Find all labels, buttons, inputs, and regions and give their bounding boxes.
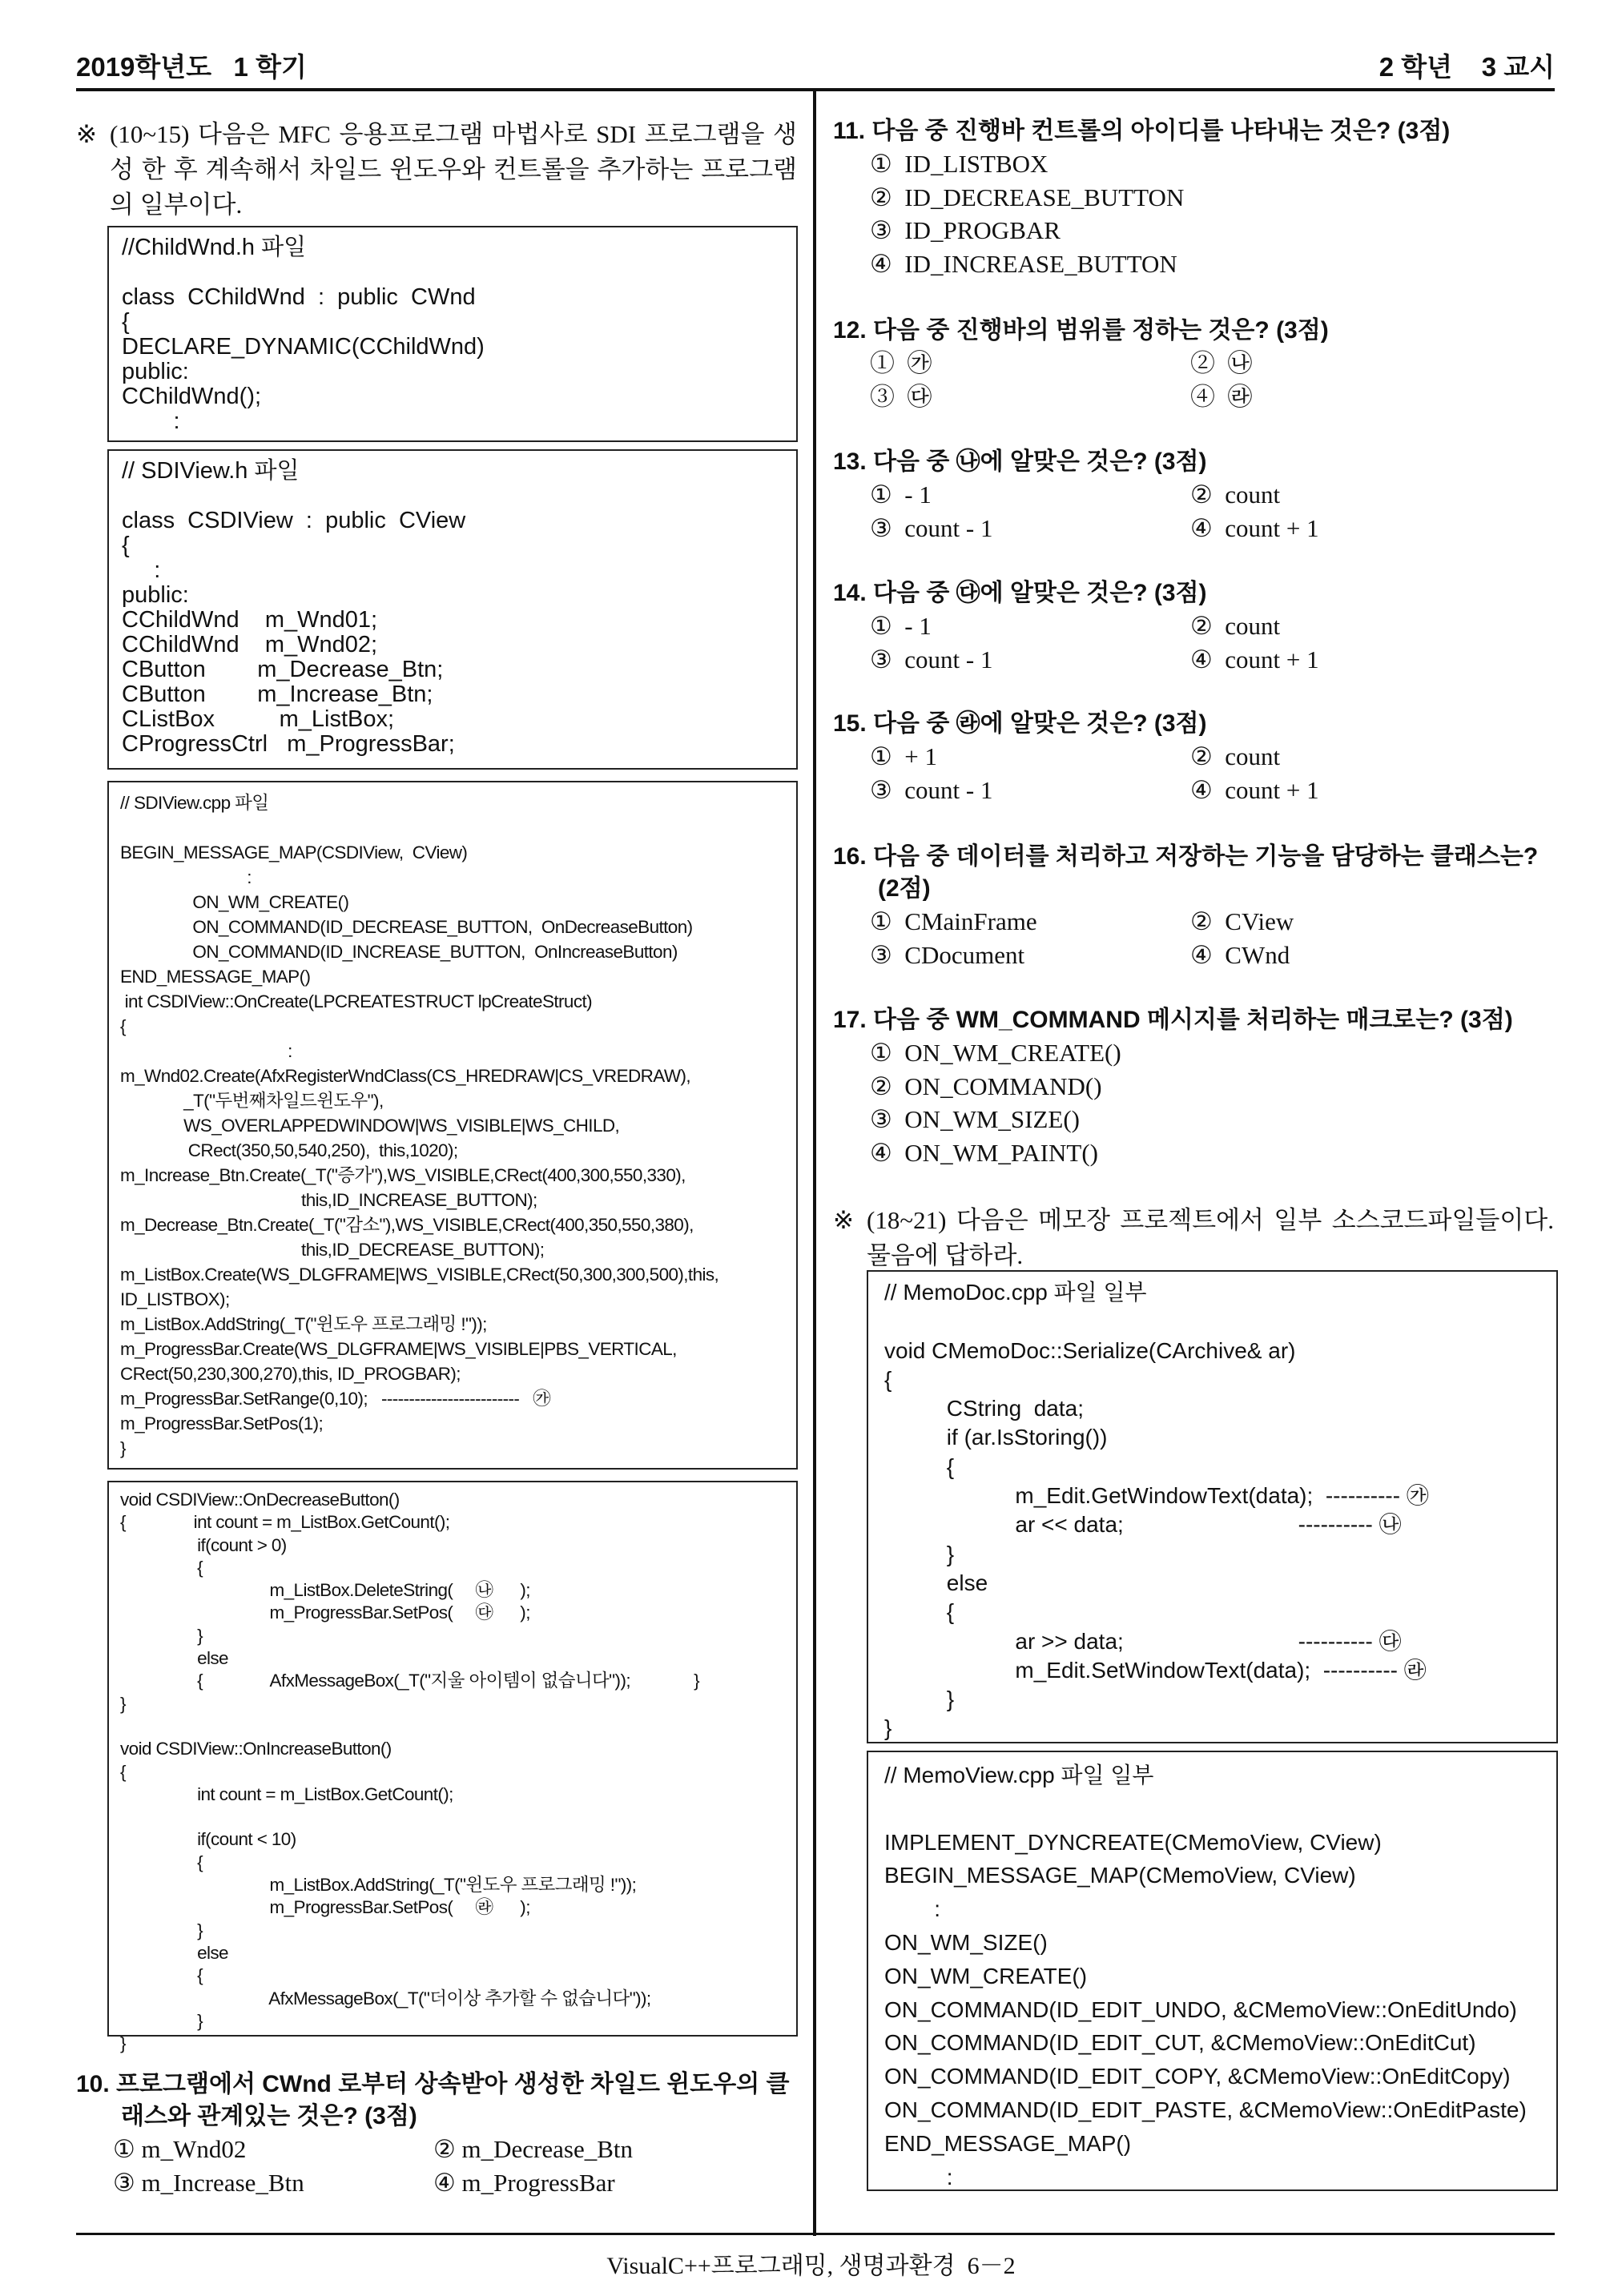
answer-option[interactable]: ② CView <box>1190 907 1294 935</box>
answer-option[interactable]: ① ID_LISTBOX <box>870 150 1048 178</box>
answer-option[interactable]: ② ON_COMMAND() <box>870 1072 1102 1100</box>
answer-option[interactable]: ① - 1 <box>870 612 932 640</box>
code-line: if(count < 10) <box>120 1829 296 1850</box>
code-line <box>120 1715 785 1738</box>
question-text: 13. 다음 중 ㉯에 알맞은 것은? (3점) <box>833 448 1207 475</box>
code-line: ON_COMMAND(ID_EDIT_COPY, &CMemoView::OnEditCopy) <box>884 2064 1511 2089</box>
exam-grade-period: 2 학년 3 교시 <box>1378 52 1555 82</box>
code-line: //ChildWnd.h 파일 <box>122 235 307 260</box>
code-box <box>107 781 798 1470</box>
answer-option[interactable]: ③ ID_PROGBAR <box>870 216 1061 244</box>
code-line: class CChildWnd : public CWnd <box>122 284 476 310</box>
code-line: ON_COMMAND(ID_EDIT_CUT, &CMemoView::OnEditCut) <box>884 2030 1476 2056</box>
code-line: { <box>884 1454 955 1479</box>
code-line: ar >> data; ---------- ㉰ <box>884 1628 1402 1654</box>
answer-option[interactable]: ② count <box>1190 742 1281 770</box>
code-line: ON_WM_CREATE() <box>884 1963 1088 1988</box>
answer-option[interactable]: ① - 1 <box>870 481 932 509</box>
code-line <box>120 815 785 840</box>
answer-options <box>113 2133 797 2199</box>
code-line: { <box>884 1599 955 1625</box>
code-box <box>107 226 798 442</box>
code-line: m_Wnd02.Create(AfxRegisterWndClass(CS_HREDRAW|CS_VREDRAW), <box>120 1066 691 1086</box>
answer-option[interactable]: ① CMainFrame <box>870 907 1037 935</box>
code-line: ON_COMMAND(ID_INCREASE_BUTTON, OnIncreaseButton) <box>120 942 678 962</box>
code-line: _T("두번째차일드윈도우"), <box>120 1091 384 1111</box>
code-line: void CMemoDoc::Serialize(CArchive& ar) <box>884 1337 1296 1363</box>
answer-option[interactable]: ④ CWnd <box>1190 940 1290 969</box>
page-footer: VisualC++프로그래밍, 생명과환경 6－2 <box>606 2253 1016 2279</box>
answer-options <box>870 478 1554 545</box>
answer-options <box>870 740 1554 806</box>
answer-option[interactable]: ③ count - 1 <box>870 775 993 804</box>
code-line: { <box>122 309 130 335</box>
code-line: } <box>884 1715 892 1741</box>
answer-option[interactable]: ① + 1 <box>870 742 938 770</box>
code-line: CChildWnd m_Wnd01; <box>122 607 378 633</box>
code-box <box>867 1270 1558 1743</box>
section-intro-10-15 <box>76 117 797 223</box>
question-text: 11. 다음 중 진행바 컨트롤의 아이디를 나타내는 것은? (3점) <box>833 118 1451 144</box>
code-line: } <box>120 2010 203 2031</box>
answer-option[interactable]: ② count <box>1190 612 1281 640</box>
code-line: else <box>884 1570 988 1595</box>
section-intro-18-21 <box>833 1203 1554 1273</box>
question-item <box>833 1004 1554 1169</box>
answer-option[interactable]: ③ count - 1 <box>870 513 993 542</box>
answer-option[interactable]: ③ m_Increase_Btn <box>113 2168 304 2197</box>
code-line <box>122 484 783 509</box>
code-line: : <box>884 2164 953 2189</box>
code-line: m_Decrease_Btn.Create(_T("감소"),WS_VISIBLE,CRect(400,350,550,380), <box>120 1215 694 1235</box>
code-line: this,ID_DECREASE_BUTTON); <box>120 1240 545 1260</box>
reference-mark-icon: ※ <box>833 1206 854 1234</box>
code-line: : <box>884 1896 941 1922</box>
code-line: END_MESSAGE_MAP() <box>120 967 311 987</box>
answer-options <box>870 1036 1554 1169</box>
code-line: ON_COMMAND(ID_DECREASE_BUTTON, OnDecreaseButton) <box>120 917 693 937</box>
code-box <box>107 449 798 770</box>
reference-mark-icon: ※ <box>76 120 97 148</box>
code-line: int CSDIView::OnCreate(LPCREATESTRUCT lpCreateStruct) <box>120 991 593 1011</box>
code-line <box>122 260 783 285</box>
code-line: { <box>120 1761 126 1782</box>
answer-option[interactable]: ③ ON_WM_SIZE() <box>870 1105 1080 1133</box>
code-line: AfxMessageBox(_T("더이상 추가할 수 없습니다")); <box>120 1988 651 2008</box>
code-line: : <box>120 867 252 887</box>
code-box <box>867 1751 1558 2191</box>
code-line: WS_OVERLAPPEDWINDOW|WS_VISIBLE|WS_CHILD, <box>120 1116 620 1136</box>
code-line: CChildWnd(); <box>122 384 262 409</box>
question-item <box>833 577 1554 676</box>
code-line: CRect(350,50,540,250), this,1020); <box>120 1140 458 1160</box>
code-line: m_Edit.GetWindowText(data); ---------- ㉮ <box>884 1483 1429 1509</box>
code-line: DECLARE_DYNAMIC(CChildWnd) <box>122 334 485 360</box>
answer-options <box>870 147 1554 280</box>
code-line: m_Edit.SetWindowText(data); ---------- ㉱ <box>884 1657 1427 1683</box>
answer-option[interactable]: ④ ㉱ <box>1190 382 1253 411</box>
code-line <box>120 1806 785 1828</box>
code-line: } <box>120 1438 126 1458</box>
code-line: m_ProgressBar.Create(WS_DLGFRAME|WS_VISIBLE|PBS_VERTICAL, <box>120 1339 677 1359</box>
code-line: : <box>120 1041 292 1061</box>
code-line: int count = m_ListBox.GetCount(); <box>120 1783 453 1804</box>
code-line: { <box>120 1965 203 1986</box>
answer-option[interactable]: ③ CDocument <box>870 940 1025 969</box>
code-line: m_ListBox.DeleteString( ㉯ ); <box>120 1580 530 1601</box>
question-item <box>76 2069 797 2199</box>
column-divider <box>813 90 816 2236</box>
answer-option[interactable]: ④ count + 1 <box>1190 645 1319 674</box>
answer-option[interactable]: ④ ID_INCREASE_BUTTON <box>870 249 1177 278</box>
code-line: void CSDIView::OnDecreaseButton() <box>120 1490 400 1510</box>
answer-options <box>870 347 1554 413</box>
code-line: : <box>122 408 180 434</box>
exam-year-semester: 2019학년도 1 학기 <box>76 52 307 82</box>
answer-option[interactable]: ④ m_ProgressBar <box>433 2168 615 2197</box>
code-line: { <box>120 1852 203 1872</box>
code-line: { <box>120 1016 126 1036</box>
question-item <box>833 708 1554 806</box>
code-line <box>884 1307 1540 1336</box>
answer-option[interactable]: ④ ON_WM_PAINT() <box>870 1138 1098 1167</box>
code-line: // SDIView.cpp 파일 <box>120 793 269 813</box>
code-line: ON_COMMAND(ID_EDIT_PASTE, &CMemoView::OnEditPaste) <box>884 2097 1527 2122</box>
answer-option[interactable]: ④ count + 1 <box>1190 775 1319 804</box>
code-box <box>107 1481 798 2054</box>
code-line: CChildWnd m_Wnd02; <box>122 632 378 657</box>
question-text: 14. 다음 중 ㉰에 알맞은 것은? (3점) <box>833 580 1207 606</box>
answer-option[interactable]: ③ count - 1 <box>870 645 993 674</box>
code-line: CRect(50,230,300,270),this, ID_PROGBAR); <box>120 1364 461 1384</box>
intro-text: (18~21) 다음은 메모장 프로젝트에서 일부 소스코드파일들이다. 물음에 답하라. <box>867 1206 1554 1269</box>
answer-option[interactable]: ① m_Wnd02 <box>113 2135 247 2163</box>
code-line: public: <box>122 582 189 608</box>
answer-option[interactable]: ③ ㉰ <box>870 382 932 411</box>
code-line: } <box>120 1920 203 1940</box>
code-line: // MemoDoc.cpp 파일 일부 <box>884 1280 1147 1305</box>
footer-divider <box>76 2233 1555 2235</box>
question-item <box>833 841 1554 971</box>
code-line: } <box>884 1541 955 1566</box>
code-line: { <box>884 1366 892 1392</box>
answer-option[interactable]: ② ID_DECREASE_BUTTON <box>870 183 1185 211</box>
code-line: { int count = m_ListBox.GetCount(); <box>120 1512 450 1533</box>
code-line: { <box>120 1557 203 1578</box>
code-line: m_ListBox.Create(WS_DLGFRAME|WS_VISIBLE,CRect(50,300,300,500),this, <box>120 1265 719 1285</box>
code-line: ON_WM_CREATE() <box>120 892 349 912</box>
code-line: } <box>120 2033 126 2054</box>
code-line: : <box>122 557 161 583</box>
code-line: m_ListBox.AddString(_T("윈도우 프로그래밍 !")); <box>120 1314 487 1334</box>
code-line: } <box>884 1687 955 1712</box>
question-text: 17. 다음 중 WM_COMMAND 메시지를 처리하는 매크로는? (3점) <box>833 1007 1513 1033</box>
question-item <box>833 446 1554 545</box>
intro-text: (10~15) 다음은 MFC 응용프로그램 마법사로 SDI 프로그램을 생성 한 후 계속해서 차일드 윈도우와 컨트롤을 추가하는 프로그램의 일부이다. <box>110 120 797 219</box>
code-line: m_ListBox.AddString(_T("윈도우 프로그래밍 !")); <box>120 1875 637 1896</box>
question-text: 16. 다음 중 데이터를 처리하고 저장하는 기능을 담당하는 클래스는? (2점) <box>833 843 1539 902</box>
code-line: ON_COMMAND(ID_EDIT_UNDO, &CMemoView::OnEditUndo) <box>884 1996 1517 2022</box>
answer-options <box>870 905 1554 971</box>
code-line: BEGIN_MESSAGE_MAP(CSDIView, CView) <box>120 842 468 863</box>
code-line: } <box>120 1625 203 1646</box>
answer-option[interactable]: ① ON_WM_CREATE() <box>870 1039 1121 1067</box>
code-line: CButton m_Increase_Btn; <box>122 682 433 707</box>
code-line: else <box>120 1942 228 1963</box>
code-line: else <box>120 1648 228 1669</box>
code-line: } <box>120 1693 126 1714</box>
code-line: BEGIN_MESSAGE_MAP(CMemoView, CView) <box>884 1863 1356 1888</box>
question-item <box>833 115 1554 280</box>
code-line: ID_LISTBOX); <box>120 1289 230 1309</box>
code-line: m_ProgressBar.SetPos(1); <box>120 1413 324 1433</box>
code-line: m_ProgressBar.SetPos( ㉰ ); <box>120 1602 530 1623</box>
code-line: public: <box>122 359 189 384</box>
code-line: { <box>122 533 130 558</box>
code-line <box>884 1792 1540 1826</box>
code-line: CString data; <box>884 1396 1084 1421</box>
code-line: ar << data; ---------- ㉯ <box>884 1512 1402 1538</box>
answer-option[interactable]: ② ㉯ <box>1190 349 1253 377</box>
answer-options <box>870 609 1554 676</box>
code-line: m_ProgressBar.SetPos( ㉱ ); <box>120 1897 530 1918</box>
code-line: if (ar.IsStoring()) <box>884 1425 1108 1450</box>
code-line: CProgressCtrl m_ProgressBar; <box>122 731 455 757</box>
code-line: // MemoView.cpp 파일 일부 <box>884 1763 1154 1787</box>
answer-option[interactable]: ① ㉮ <box>870 349 932 377</box>
question-text: 10. 프로그램에서 CWnd 로부터 상속받아 생성한 차일드 윈도우의 클래스와 관계있는 것은? (3점) <box>76 2071 790 2129</box>
code-line: m_ProgressBar.SetRange(0,10); ------------------------- ㉮ <box>120 1389 551 1409</box>
code-line: CButton m_Decrease_Btn; <box>122 657 444 682</box>
question-text: 15. 다음 중 ㉱에 알맞은 것은? (3점) <box>833 710 1207 737</box>
answer-option[interactable]: ② count <box>1190 481 1281 509</box>
code-line: this,ID_INCREASE_BUTTON); <box>120 1190 537 1210</box>
question-item <box>833 315 1554 413</box>
code-line: m_Increase_Btn.Create(_T("증가"),WS_VISIBLE,CRect(400,300,550,330), <box>120 1165 686 1185</box>
code-line: if(count > 0) <box>120 1534 287 1555</box>
code-line: void CSDIView::OnIncreaseButton() <box>120 1739 392 1759</box>
answer-option[interactable]: ④ count + 1 <box>1190 513 1319 542</box>
code-line: class CSDIView : public CView <box>122 508 466 533</box>
code-line: IMPLEMENT_DYNCREATE(CMemoView, CView) <box>884 1829 1382 1855</box>
code-line: ON_WM_SIZE() <box>884 1929 1048 1955</box>
code-line: CListBox m_ListBox; <box>122 706 395 732</box>
question-text: 12. 다음 중 진행바의 범위를 정하는 것은? (3점) <box>833 317 1329 344</box>
answer-option[interactable]: ② m_Decrease_Btn <box>433 2135 634 2163</box>
code-line: END_MESSAGE_MAP() <box>884 2130 1132 2156</box>
code-line: { AfxMessageBox(_T("지울 아이템이 없습니다")); } <box>120 1671 700 1691</box>
code-line: // SDIView.h 파일 <box>122 458 300 484</box>
